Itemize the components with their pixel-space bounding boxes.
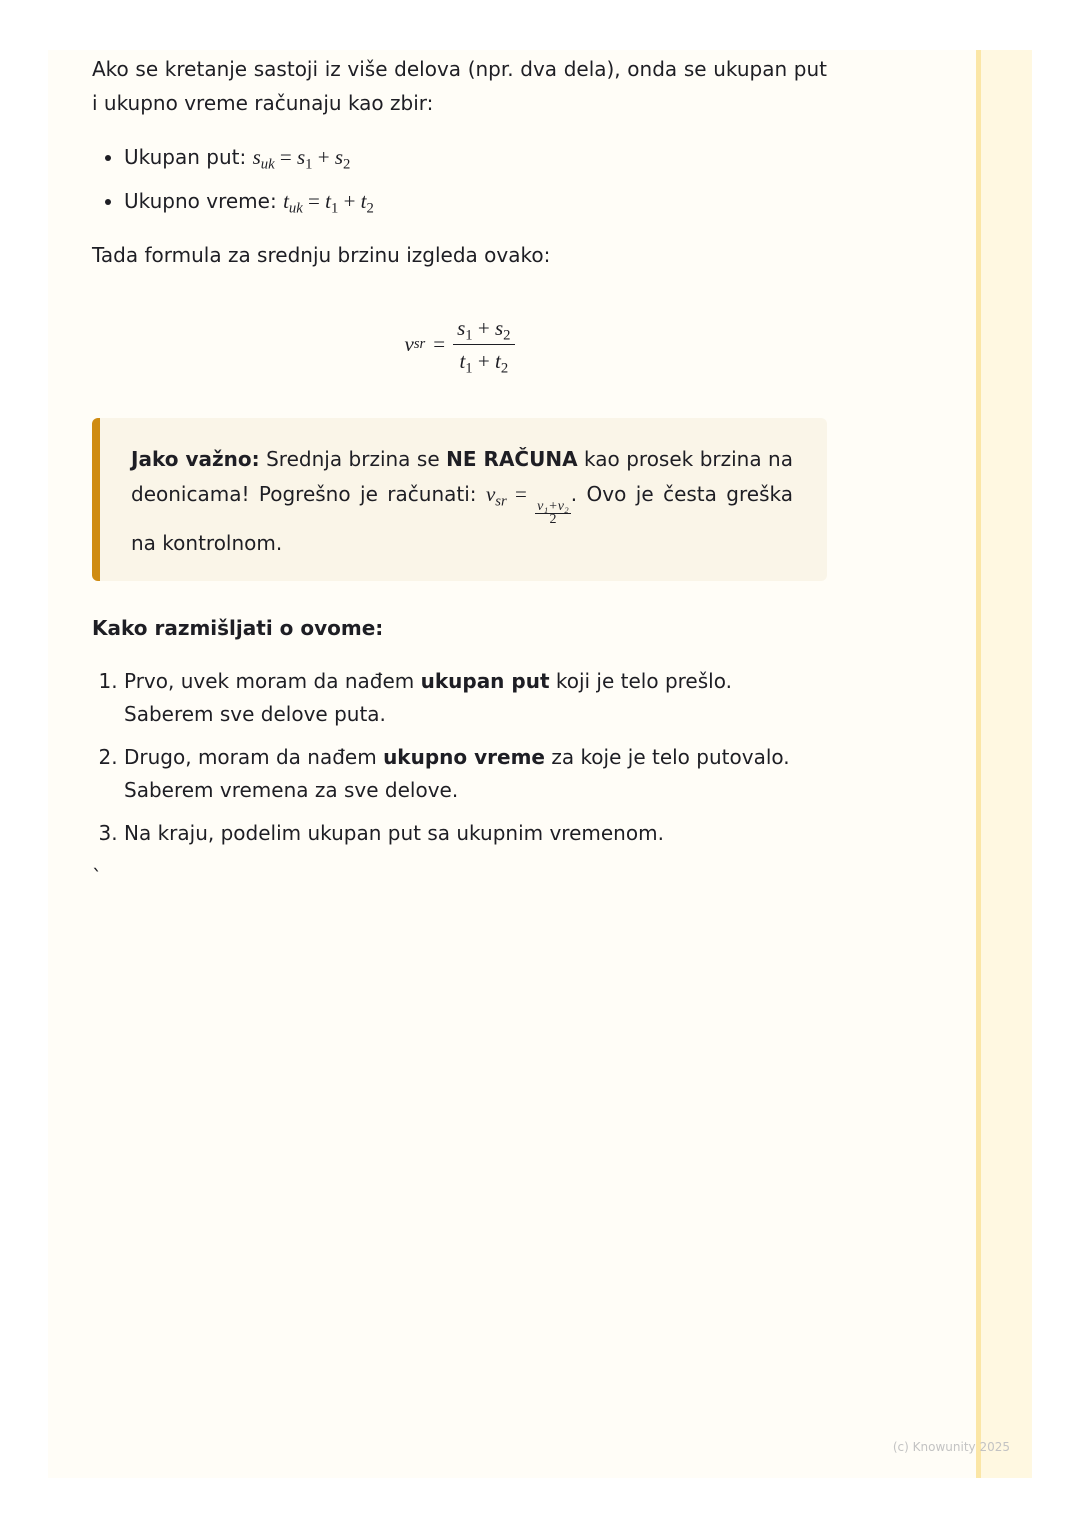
fraction-numerator <box>453 314 514 345</box>
step-text: koji je telo prešlo. Saberem sve delove puta. <box>124 669 732 726</box>
step-emphasis: ukupan put <box>420 669 550 693</box>
math-operator: + <box>472 348 495 373</box>
step-text: Prvo, uvek moram da nađem <box>124 669 421 693</box>
formula-fraction <box>453 314 514 375</box>
callout-text <box>131 442 793 561</box>
math-subscript: uk <box>288 200 303 217</box>
math-operator: = <box>274 145 297 169</box>
math-symbol: v <box>404 332 414 356</box>
math-symbol: v <box>485 482 496 506</box>
math-subscript: 2 <box>500 359 509 376</box>
wrong-formula <box>485 482 571 527</box>
step-text: za koje je telo putovalo. Saberem vremena za sve delove. <box>124 745 790 802</box>
formula-intro: Tada formula za srednju brzinu izgleda ovako: <box>92 243 551 267</box>
math-operator: = <box>506 482 536 506</box>
math-operator: = <box>433 332 446 356</box>
important-note-callout <box>92 418 827 581</box>
math-subscript: 1 <box>305 156 313 173</box>
math-subscript: 2 <box>343 156 351 173</box>
math-symbol: t <box>325 189 331 213</box>
step-text: Na kraju, podelim ukupan put sa ukupnim vremenom. <box>124 821 664 845</box>
bullet-label: Ukupno vreme: <box>124 189 284 213</box>
copyright-footer: (c) Knowunity 2025 <box>892 1440 1010 1454</box>
list-item <box>124 741 827 807</box>
step-emphasis: ukupno vreme <box>383 745 545 769</box>
math-symbol: s <box>334 145 344 169</box>
math-subscript: uk <box>260 156 275 173</box>
list-item <box>124 817 827 850</box>
list-item <box>124 140 827 174</box>
inline-formula <box>283 189 374 217</box>
inline-formula <box>252 145 351 173</box>
math-symbol: s <box>296 145 306 169</box>
section-heading: Kako razmišljati o ovome: <box>92 616 384 640</box>
document-content <box>92 52 827 894</box>
list-item <box>124 184 827 218</box>
math-subscript: 1 <box>465 359 473 376</box>
math-symbol: t <box>360 189 367 213</box>
math-subscript: 2 <box>503 326 511 343</box>
math-symbol: t <box>494 348 501 373</box>
stray-backtick: ` <box>92 865 102 889</box>
math-operator: = <box>302 189 326 213</box>
callout-heading: Jako važno: <box>131 447 260 471</box>
math-symbol: s <box>457 315 466 340</box>
fraction-denominator <box>455 345 512 375</box>
math-subscript: 1 <box>330 200 339 217</box>
math-operator: + <box>312 145 335 169</box>
right-margin-strip <box>976 50 1032 1478</box>
bullet-label: Ukupan put: <box>124 145 253 169</box>
list-item <box>124 665 827 731</box>
math-operator: + <box>472 315 495 340</box>
math-symbol: t <box>459 348 466 373</box>
math-subscript: sr <box>495 493 507 510</box>
math-subscript: 1 <box>465 326 473 343</box>
steps-list <box>92 665 827 850</box>
math-symbol: s <box>494 315 504 340</box>
math-subscript: 2 <box>366 200 374 217</box>
callout-text-part: . Ovo je česta greška na kontrolnom. <box>131 482 793 555</box>
fraction-numerator: v₁+v₂ <box>537 499 569 514</box>
math-operator: + <box>338 189 361 213</box>
math-symbol: t <box>283 189 289 213</box>
callout-text-part: Srednja brzina se <box>259 447 447 471</box>
average-speed-formula: v sr = $\frac{s_1 + s_2}{t_1 + t_2}$ <box>92 304 827 384</box>
callout-emphasis: NE RAČUNA <box>446 447 578 471</box>
step-text: Drugo, moram da nađem <box>124 745 384 769</box>
intro-paragraph: Ako se kretanje sastoji iz više delova (npr. dva dela), onda se ukupan put i ukupno vreme računaju kao zbir: <box>92 57 827 115</box>
sum-bullet-list <box>92 140 827 218</box>
callout-text-part: kao prosek brzina na deonicama! Pogrešno je računati: <box>131 447 793 506</box>
small-fraction <box>535 501 571 526</box>
math-symbol: s <box>252 145 261 169</box>
fraction-denominator: 2 <box>549 512 557 527</box>
